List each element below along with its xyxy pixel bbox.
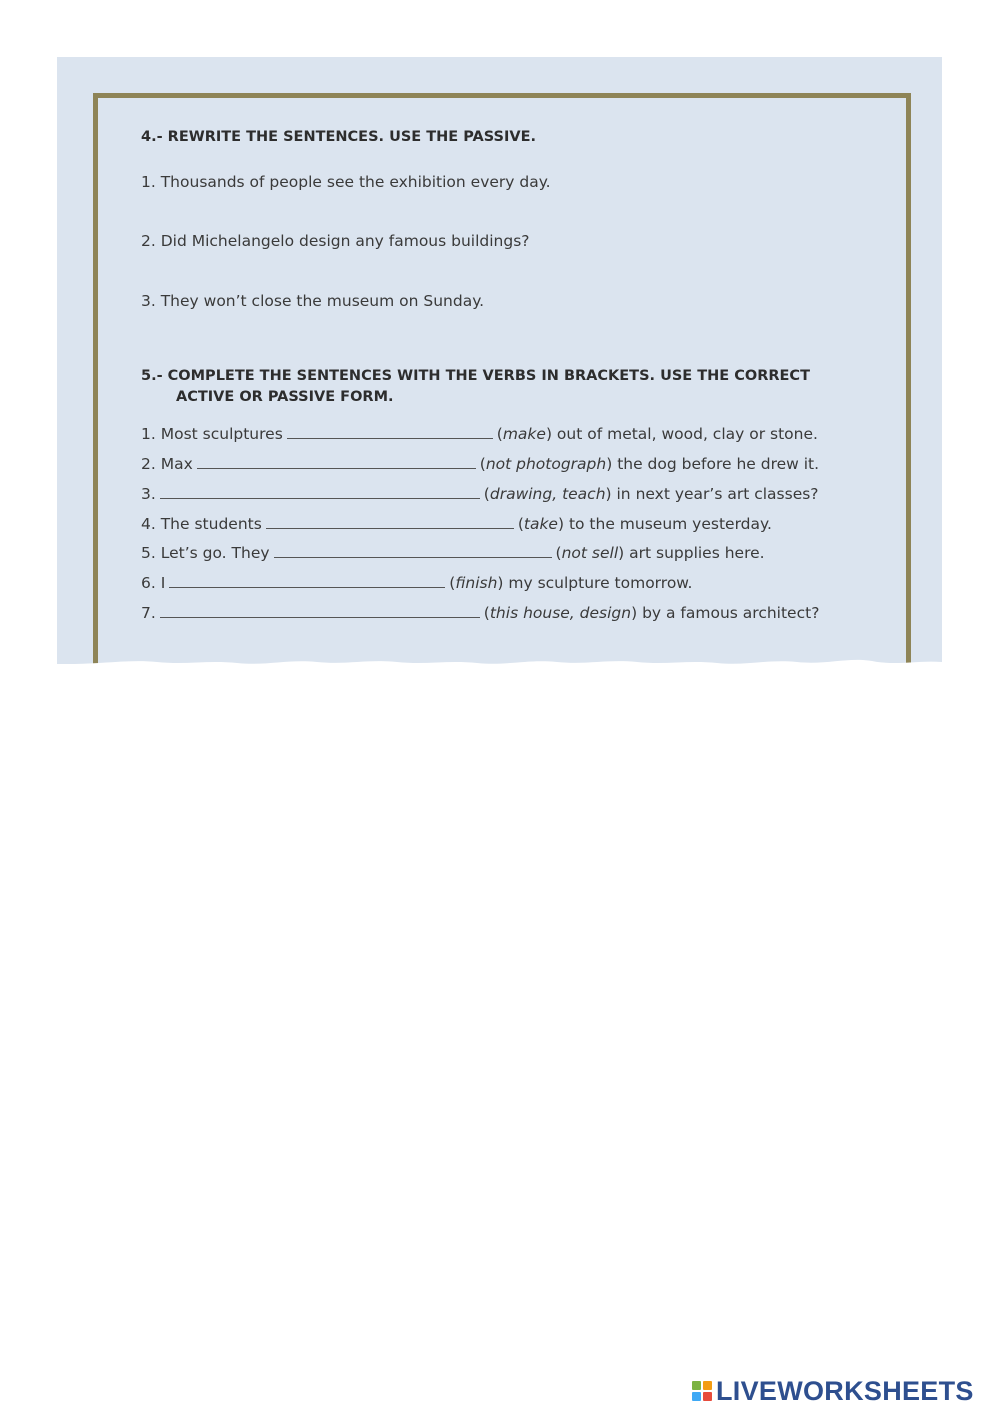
liveworksheets-logo-icon: [692, 1381, 712, 1401]
answer-blank-2[interactable]: [197, 454, 476, 469]
exercise-4-item-1: 1. Thousands of people see the exhibition every day.: [141, 173, 551, 191]
exercise-5-item-6: 6. I (finish) my sculpture tomorrow.: [141, 574, 693, 592]
answer-blank-3[interactable]: [160, 484, 480, 499]
answer-blank-4[interactable]: [266, 514, 514, 529]
answer-blank-7[interactable]: [160, 603, 480, 618]
exercise-5-title: [141, 366, 810, 408]
exercise-5-item-4: 4. The students (take) to the museum yesterday.: [141, 515, 772, 533]
exercise-5-item-7: 7. (this house, design) by a famous architect?: [141, 604, 820, 622]
exercise-5-item-1: 1. Most sculptures (make) out of metal, wood, clay or stone.: [141, 425, 818, 443]
answer-blank-6[interactable]: [169, 573, 445, 588]
exercise-5-item-5: 5. Let’s go. They (not sell) art supplies here.: [141, 544, 765, 562]
exercise-5-item-2: 2. Max (not photograph) the dog before he drew it.: [141, 455, 820, 473]
exercise-5-title-line-1: 5.- COMPLETE THE SENTENCES WITH THE VERBS IN BRACKETS. USE THE CORRECT: [141, 368, 810, 384]
answer-blank-1[interactable]: [287, 424, 493, 439]
exercise-4-title: 4.- REWRITE THE SENTENCES. USE THE PASSIVE.: [141, 129, 537, 145]
exercise-5-title-line-2: ACTIVE OR PASSIVE FORM.: [176, 389, 394, 405]
torn-edge: [57, 650, 942, 680]
exercise-4-item-2: 2. Did Michelangelo design any famous buildings?: [141, 232, 530, 250]
exercise-4-item-3: 3. They won’t close the museum on Sunday.: [141, 292, 485, 310]
exercise-5-item-3: 3. (drawing, teach) in next year’s art classes?: [141, 485, 819, 503]
answer-blank-5[interactable]: [274, 543, 552, 558]
liveworksheets-logo: [692, 1377, 974, 1405]
liveworksheets-brand-text: LIVEWORKSHEETS: [716, 1375, 974, 1406]
